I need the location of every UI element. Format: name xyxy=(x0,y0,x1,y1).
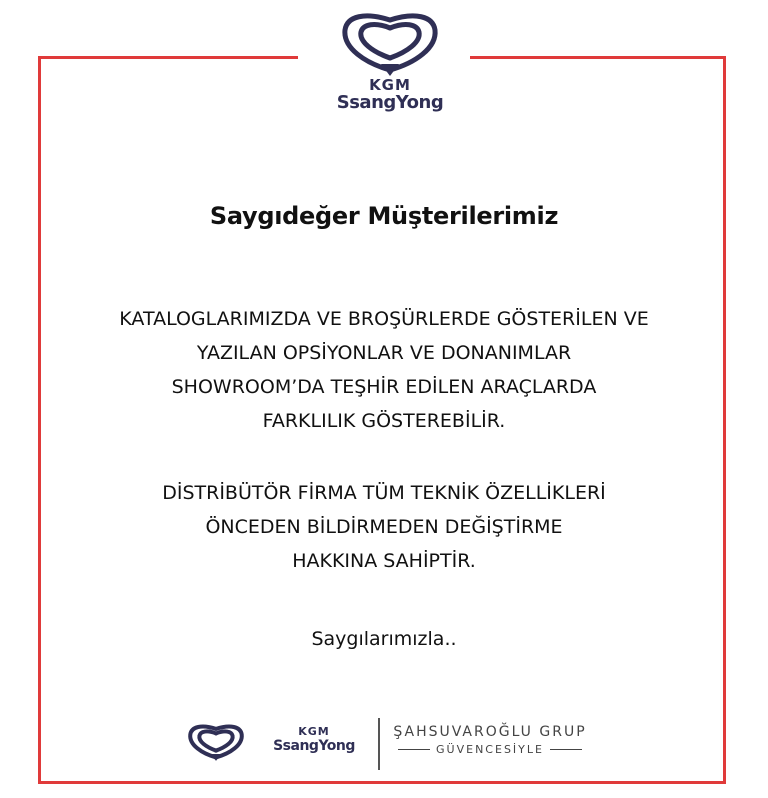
footer xyxy=(0,712,768,772)
footer-brand-kgm: KGM xyxy=(298,725,330,738)
footer-group-logo xyxy=(392,724,588,756)
page-title: Saygıdeğer Müşterilerimiz xyxy=(209,202,559,230)
notice-line: HAKKINA SAHİPTİR. xyxy=(292,550,476,572)
ssangyong-emblem-icon xyxy=(184,722,248,762)
brand-ssangyong-text: SsangYong xyxy=(336,92,444,113)
notice-paragraph-2 xyxy=(0,476,768,578)
frame-top-right xyxy=(470,56,726,59)
brand-kgm-text: KGM xyxy=(369,76,411,94)
closing-text: Saygılarımızla.. xyxy=(311,628,457,650)
tagline-rule-left xyxy=(398,749,430,750)
footer-group-name: ŞAHSUVAROĞLU GRUP xyxy=(393,724,587,740)
frame-top-left xyxy=(38,56,298,59)
notice-line: YAZILAN OPSİYONLAR VE DONANIMLAR xyxy=(196,342,572,364)
footer-tagline-row xyxy=(392,743,588,756)
ssangyong-emblem-icon xyxy=(335,8,445,78)
notice-line: FARKLILIK GÖSTEREBİLİR. xyxy=(262,410,506,432)
notice-line: KATALOGLARIMIZDA VE BROŞÜRLERDE GÖSTERİLEN VE xyxy=(119,308,649,330)
brand-logo xyxy=(310,8,470,128)
frame-bottom xyxy=(38,781,726,784)
footer-brand xyxy=(260,726,368,754)
notice-line: SHOWROOM’DA TEŞHİR EDİLEN ARAÇLARDA xyxy=(171,376,597,398)
footer-group-tagline: GÜVENCESİYLE xyxy=(436,743,544,756)
notice-paragraph-1 xyxy=(0,302,768,438)
notice-line: ÖNCEDEN BİLDİRMEDEN DEĞİŞTİRME xyxy=(205,516,563,538)
footer-brand-ssangyong: SsangYong xyxy=(273,738,355,754)
notice-line: DİSTRİBÜTÖR FİRMA TÜM TEKNİK ÖZELLİKLERİ xyxy=(162,482,606,504)
footer-divider xyxy=(378,718,380,770)
tagline-rule-right xyxy=(550,749,582,750)
